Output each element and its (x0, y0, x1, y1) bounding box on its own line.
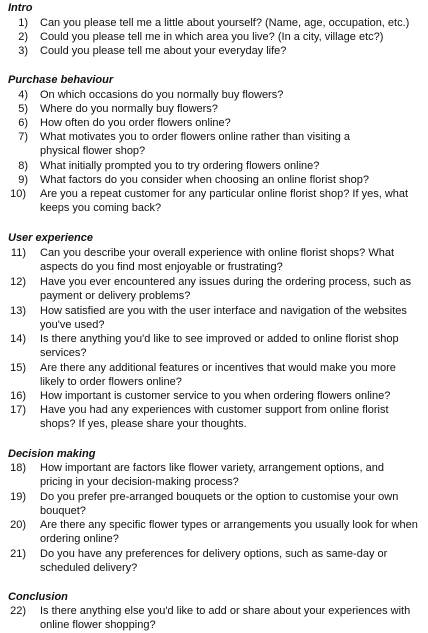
question-number: 1) (18, 17, 28, 29)
question-text: On which occasions do you normally buy flowers? (40, 89, 284, 101)
question-text: Could you please tell me in which area you live? (In a city, village etc?) (40, 31, 384, 43)
question-text: Are there any additional features or incentives that would make you more likely to order flowers online? (40, 362, 396, 389)
question-number: 7) (18, 131, 28, 143)
question-number: 5) (18, 103, 28, 115)
question-number: 2) (18, 31, 28, 43)
question-number: 6) (18, 117, 28, 129)
question-text: Is there anything else you'd like to add or share about your experiences with online flower shopping? (40, 605, 411, 632)
section-title-intro: Intro (8, 2, 33, 14)
question-text: Have you had any experiences with customer support from online florist shops? If yes, please share your thoughts. (40, 404, 389, 431)
question-number: 8) (18, 160, 28, 172)
question-text: What initially prompted you to try ordering flowers online? (40, 160, 320, 172)
question-number: 12) (10, 276, 26, 288)
section-title-purchase-behaviour: Purchase behaviour (8, 74, 114, 86)
question-number: 15) (10, 362, 26, 374)
question-number: 11) (10, 247, 26, 259)
question-number: 18) (10, 462, 26, 474)
question-text: How important is customer service to you when ordering flowers online? (40, 390, 391, 402)
question-text: Are there any specific flower types or arrangements you usually look for when ordering online? (40, 519, 418, 546)
question-text: Do you have any preferences for delivery options, such as same-day or scheduled delivery? (40, 548, 388, 575)
question-text: Do you prefer pre-arranged bouquets or the option to customise your own bouquet? (40, 491, 399, 518)
question-number: 19) (10, 491, 26, 503)
question-number: 13) (10, 305, 26, 317)
question-text: Can you please tell me a little about yourself? (Name, age, occupation, etc.) (40, 17, 410, 29)
question-number: 3) (18, 45, 28, 57)
question-number: 20) (10, 519, 26, 531)
question-text: What factors do you consider when choosing an online florist shop? (40, 174, 369, 186)
question-text: Have you ever encountered any issues during the ordering process, such as payment or delivery problems? (40, 276, 412, 303)
question-text: Could you please tell me about your everyday life? (40, 45, 287, 57)
question-text: Can you describe your overall experience with online florist shops? What aspects do you find most enjoyable or frustrating? (40, 247, 395, 274)
section-title-decision-making: Decision making (8, 448, 96, 460)
question-number: 9) (18, 174, 28, 186)
question-number: 4) (18, 89, 28, 101)
question-text: What motivates you to order flowers online rather than visiting a physical flower shop? (40, 131, 350, 158)
question-text: Where do you normally buy flowers? (40, 103, 218, 115)
question-text: Is there anything you'd like to see improved or added to online florist shop services? (40, 333, 399, 360)
question-number: 21) (10, 548, 26, 560)
question-text: How satisfied are you with the user interface and navigation of the websites you've used? (40, 305, 407, 332)
question-number: 22) (10, 605, 26, 617)
question-number: 16) (10, 390, 26, 402)
section-title-conclusion: Conclusion (8, 591, 68, 603)
question-number: 10) (10, 188, 26, 200)
question-number: 14) (10, 333, 26, 345)
question-text: How often do you order flowers online? (40, 117, 231, 129)
question-text: How important are factors like flower variety, arrangement options, and pricing in your decision-making process? (40, 462, 385, 489)
question-text: Are you a repeat customer for any particular online florist shop? If yes, what keeps you coming back? (40, 188, 409, 215)
section-title-user-experience: User experience (8, 232, 93, 244)
question-number: 17) (10, 404, 26, 416)
